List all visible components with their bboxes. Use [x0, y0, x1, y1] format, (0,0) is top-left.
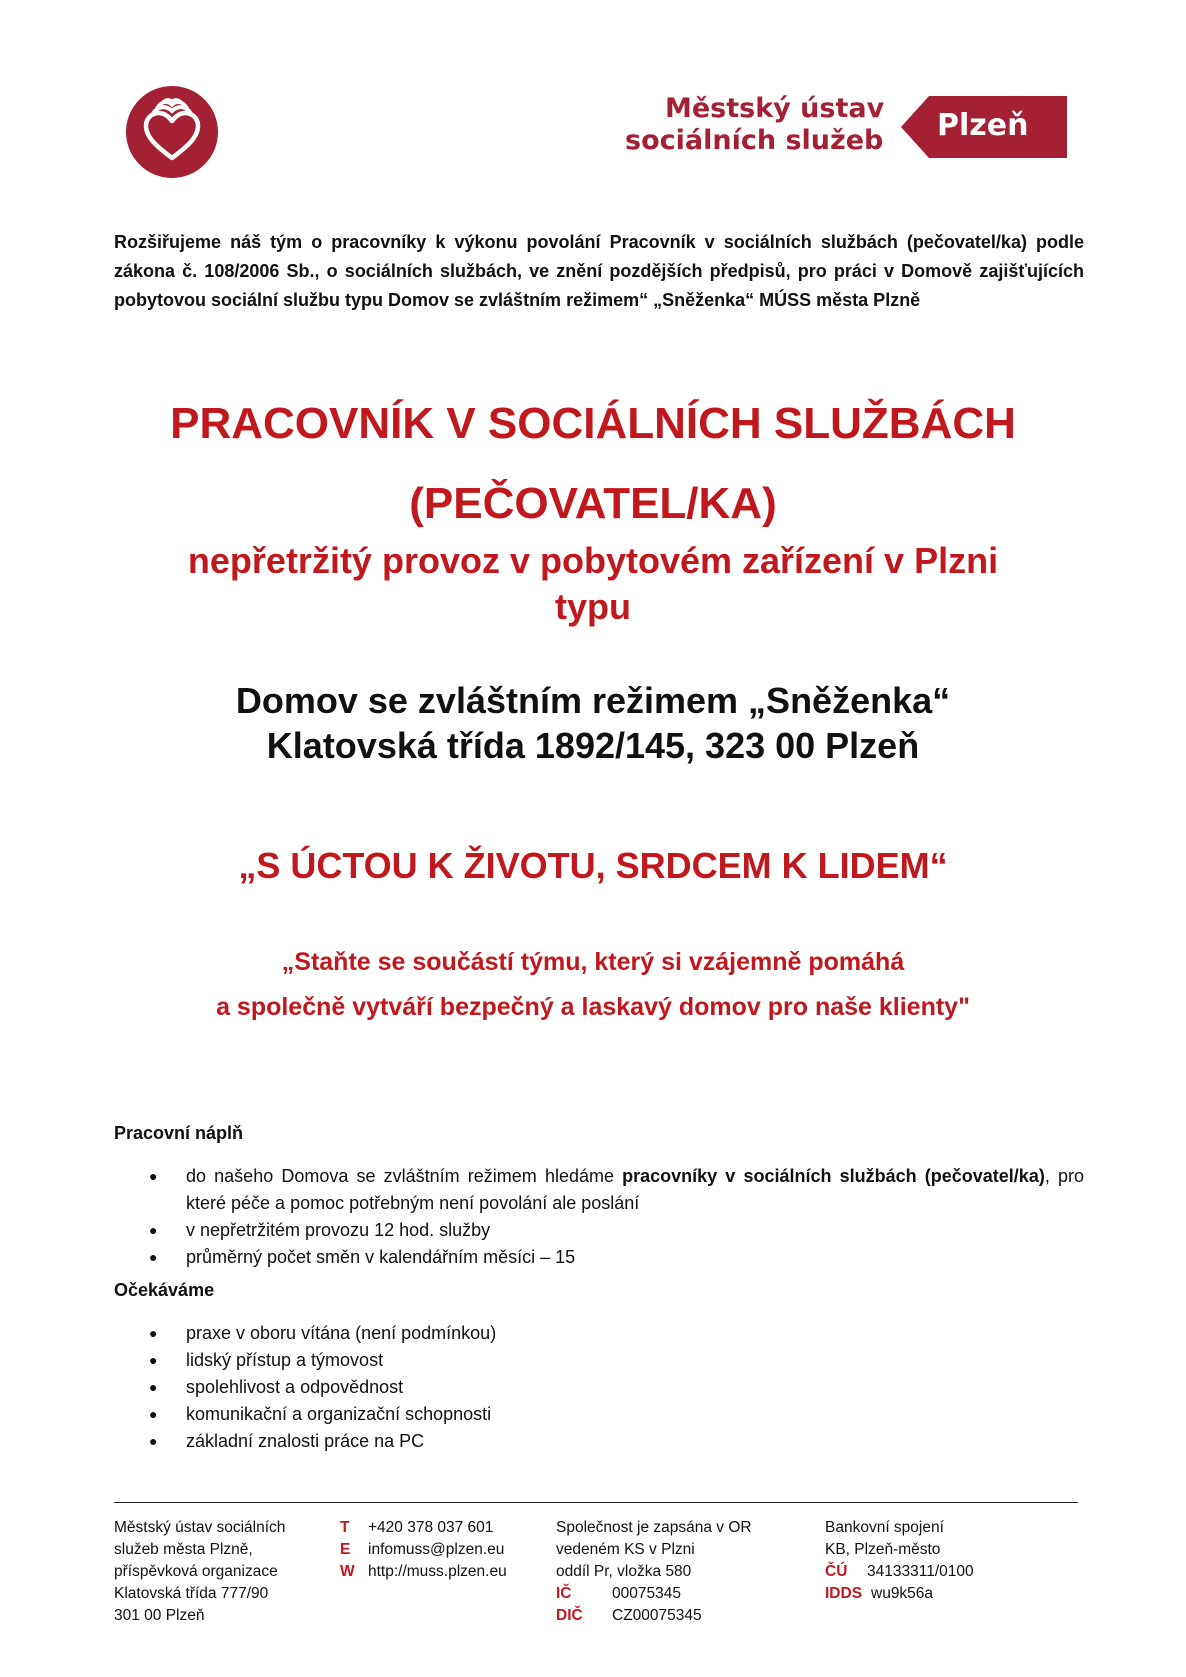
brand-logo	[625, 92, 1067, 162]
bullet-icon: ●	[149, 1352, 158, 1368]
phone-label: T	[340, 1519, 350, 1536]
footer-bank	[825, 1517, 974, 1605]
workplace	[80, 678, 1106, 768]
expect-item-text: praxe v oboru vítána (není podmínkou)	[186, 1323, 497, 1343]
footer-contact	[340, 1517, 507, 1583]
footer-registry-line: vedeném KS v Plzni	[556, 1541, 695, 1558]
email-link[interactable]: infomuss@plzen.eu	[368, 1541, 505, 1558]
footer-divider	[114, 1502, 1078, 1503]
intro-part-2: , o sociálních službách, ve znění pozdějších předpisů, pro práci v Domově zajišťujících pobytovou sociální službu typu Domov se zvláštním režimem“ „Sněženka“ MÚSS města Plzně	[114, 261, 1084, 310]
brand-city-tag	[901, 96, 1067, 158]
ic-value: 00075345	[612, 1585, 681, 1602]
duty-1-text: do našeho Domova se zvláštním režimem hledáme	[186, 1166, 623, 1186]
workplace-address: Klatovská třída 1892/145, 323 00 Plzeň	[266, 725, 920, 766]
footer-org	[114, 1517, 285, 1627]
expect-item-text: spolehlivost a odpovědnost	[186, 1377, 404, 1397]
footer-org-line: Městský ústav sociálních	[114, 1519, 286, 1536]
email-label: E	[340, 1541, 351, 1558]
list-item	[114, 1320, 1084, 1347]
footer-org-line: příspěvková organizace	[114, 1563, 278, 1580]
duty-1-bold: pracovníky v sociálních službách (pečovatel/ka)	[622, 1166, 1045, 1186]
bullet-icon: ●	[149, 1249, 158, 1265]
expect-item-text: lidský přístup a týmovost	[186, 1350, 384, 1370]
expect-list	[114, 1320, 1084, 1455]
list-item	[114, 1401, 1084, 1428]
bullet-icon: ●	[149, 1325, 158, 1341]
workplace-name: Domov se zvláštním režimem „Sněženka“	[235, 680, 951, 721]
web-label: W	[340, 1563, 355, 1580]
expect-item-text: základní znalosti práce na PC	[186, 1431, 425, 1451]
brand-city: Plzeň	[937, 108, 1029, 143]
intro-paragraph	[114, 228, 1084, 315]
brand-line-1: Městský ústav	[665, 93, 885, 124]
brand-line-2: sociálních služeb	[625, 125, 884, 156]
footer-registry-line: Společnost je zapsána v OR	[556, 1519, 752, 1536]
motto: „S ÚCTOU K ŽIVOTU, SRDCEM K LIDEM“	[238, 845, 948, 886]
footer-registry-line: oddíl Pr, vložka 580	[556, 1563, 692, 1580]
list-item	[114, 1347, 1084, 1374]
idds-label: IDDS	[825, 1585, 863, 1602]
list-item	[114, 1428, 1084, 1455]
job-title-line-1: PRACOVNÍK V SOCIÁLNÍCH SLUŽBÁCH	[170, 399, 1016, 448]
ic-label: IČ	[556, 1585, 572, 1602]
bullet-icon: ●	[149, 1379, 158, 1395]
duty-2-text: v nepřetržitém provozu 12 hod. služby	[186, 1220, 491, 1240]
quote-line-1: „Staňte se součástí týmu, který si vzájemně pomáhá	[281, 948, 905, 976]
duty-1-text-end: , pro které péče a pomoc potřebným není povolání ale poslání	[186, 1166, 1084, 1213]
dic-label: DIČ	[556, 1607, 583, 1624]
list-item	[114, 1163, 1084, 1217]
job-title-line-2: (PEČOVATEL/KA)	[409, 479, 777, 528]
account-value: 34133311/0100	[867, 1563, 974, 1580]
footer-org-line: 301 00 Plzeň	[114, 1607, 205, 1624]
job-subtitle-line-1: nepřetržitý provoz v pobytovém zařízení v Plzni	[187, 540, 999, 581]
quote-line-2: a společně vytváří bezpečný a laskavý domov pro naše klienty"	[216, 993, 970, 1021]
bullet-icon: ●	[149, 1433, 158, 1449]
bullet-icon: ●	[149, 1168, 158, 1184]
list-item	[114, 1374, 1084, 1401]
account-label: ČÚ	[825, 1563, 848, 1580]
phone-value[interactable]: +420 378 037 601	[368, 1519, 494, 1536]
bullet-icon: ●	[149, 1406, 158, 1422]
expect-heading: Očekáváme	[114, 1280, 215, 1300]
quote	[80, 940, 1106, 1030]
job-subtitle-line-2: typu	[555, 586, 631, 627]
footer-registry	[556, 1517, 752, 1627]
intro-part-1: Rozšiřujeme náš tým o pracovníky k výkonu povolání Pracovník v sociálních službách (pečovatel/ka) podle zákona č. 108/2006 Sb.	[114, 232, 1084, 281]
duties-heading: Pracovní náplň	[114, 1123, 244, 1143]
footer-bank-line: KB, Plzeň-město	[825, 1541, 941, 1558]
list-item	[114, 1244, 1084, 1271]
footer-org-line: služeb města Plzně,	[114, 1541, 253, 1558]
expect-item-text: komunikační a organizační schopnosti	[186, 1404, 492, 1424]
dic-value: CZ00075345	[612, 1607, 702, 1624]
duty-3-text: průměrný počet směn v kalendářním měsíci – 15	[186, 1247, 576, 1267]
footer-org-line: Klatovská třída 777/90	[114, 1585, 269, 1602]
bullet-icon: ●	[149, 1222, 158, 1238]
list-item	[114, 1217, 1084, 1244]
heart-hands-logo-icon	[126, 86, 218, 178]
idds-value: wu9k56a	[871, 1585, 934, 1602]
duties-list	[114, 1163, 1084, 1271]
footer-bank-line: Bankovní spojení	[825, 1519, 944, 1536]
job-subtitle	[80, 538, 1106, 630]
web-link[interactable]: http://muss.plzen.eu	[368, 1563, 507, 1580]
job-title	[80, 384, 1106, 544]
